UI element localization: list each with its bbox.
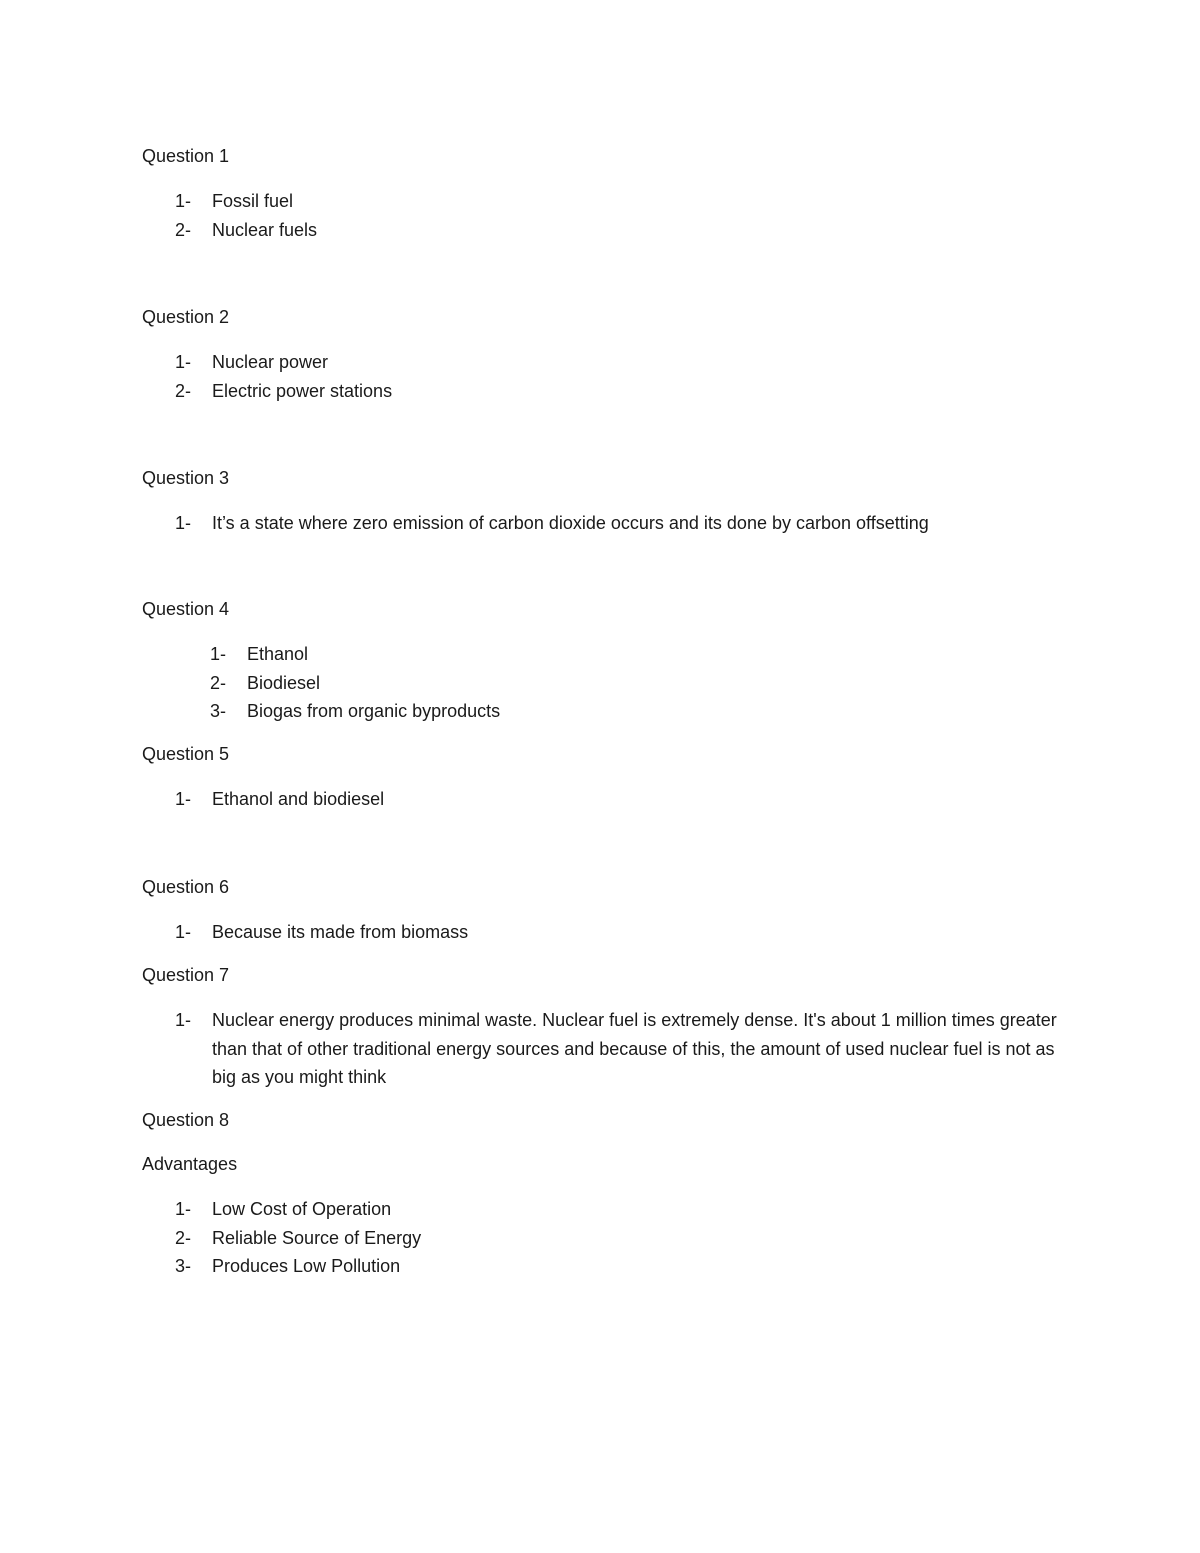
list-item <box>142 1195 1062 1224</box>
list-item <box>142 348 1062 377</box>
answer-text: Biogas from organic byproducts <box>247 701 501 721</box>
list-item <box>142 918 1062 947</box>
list-item <box>142 187 1062 216</box>
list-item <box>142 377 1062 406</box>
list-number: 1- <box>210 644 227 664</box>
list-number: 2- <box>175 1227 192 1248</box>
question-7-heading: Question 7 <box>142 965 230 985</box>
answer-text: Nuclear energy produces minimal waste. Nuclear fuel is extremely dense. It's about 1 million times greater than that of other traditional energy sources and because of this, the amount of used nuclear fuel is not as big as you might think <box>212 1010 1057 1087</box>
list-item <box>142 669 1062 698</box>
list-number: 2- <box>175 219 192 240</box>
list-number: 2- <box>175 380 192 401</box>
question-2-heading: Question 2 <box>142 307 230 327</box>
advantages-heading: Advantages <box>142 1154 238 1174</box>
question-3-answer-list <box>142 509 1062 538</box>
list-item <box>142 640 1062 669</box>
answer-text: Biodiesel <box>247 672 321 693</box>
list-number: 1- <box>175 789 192 809</box>
answer-text: Nuclear power <box>212 352 329 372</box>
question-8-heading: Question 8 <box>142 1110 230 1130</box>
answer-text: Reliable Source of Energy <box>212 1227 422 1248</box>
question-7-answer-list <box>142 1006 1062 1092</box>
question-1-heading: Question 1 <box>142 146 230 166</box>
question-2-section <box>142 306 1062 405</box>
list-item <box>142 785 1062 814</box>
list-number: 1- <box>175 1010 192 1030</box>
question-1-answer-list <box>142 187 1062 244</box>
answer-text: Nuclear fuels <box>212 219 318 240</box>
list-item <box>142 697 1062 726</box>
list-number: 2- <box>210 672 227 693</box>
list-number: 1- <box>175 922 192 942</box>
answer-text: Low Cost of Operation <box>212 1199 392 1219</box>
question-5-section <box>142 743 1062 814</box>
list-item <box>142 1224 1062 1253</box>
list-item <box>142 509 1062 538</box>
list-number: 1- <box>175 352 192 372</box>
answer-text: It’s a state where zero emission of carbon dioxide occurs and its done by carbon offsetting <box>212 513 929 533</box>
question-6-section <box>142 876 1062 947</box>
list-item <box>142 216 1062 245</box>
answer-text: Ethanol and biodiesel <box>212 789 385 809</box>
answer-text: Because its made from biomass <box>212 922 469 942</box>
list-item <box>142 1252 1062 1281</box>
answer-text: Produces Low Pollution <box>212 1256 401 1276</box>
list-item <box>142 1006 1062 1092</box>
question-6-heading: Question 6 <box>142 877 230 897</box>
list-number: 1- <box>175 191 192 211</box>
list-number: 1- <box>175 1199 192 1219</box>
answer-text: Electric power stations <box>212 380 393 401</box>
answer-text: Fossil fuel <box>212 191 294 211</box>
answer-text: Ethanol <box>247 644 309 664</box>
question-4-heading: Question 4 <box>142 599 230 619</box>
question-3-section <box>142 467 1062 538</box>
question-5-answer-list <box>142 785 1062 814</box>
question-2-answer-list <box>142 348 1062 405</box>
list-number: 3- <box>175 1256 192 1276</box>
question-5-heading: Question 5 <box>142 744 230 764</box>
question-4-answer-list <box>142 640 1062 726</box>
question-1-section <box>142 145 1062 244</box>
question-8-section <box>142 1109 1062 1281</box>
question-6-answer-list <box>142 918 1062 947</box>
list-number: 3- <box>210 701 227 721</box>
question-4-section <box>142 598 1062 726</box>
question-7-section <box>142 964 1062 1092</box>
list-number: 1- <box>175 513 192 533</box>
question-8-answer-list <box>142 1195 1062 1281</box>
question-3-heading: Question 3 <box>142 468 230 488</box>
